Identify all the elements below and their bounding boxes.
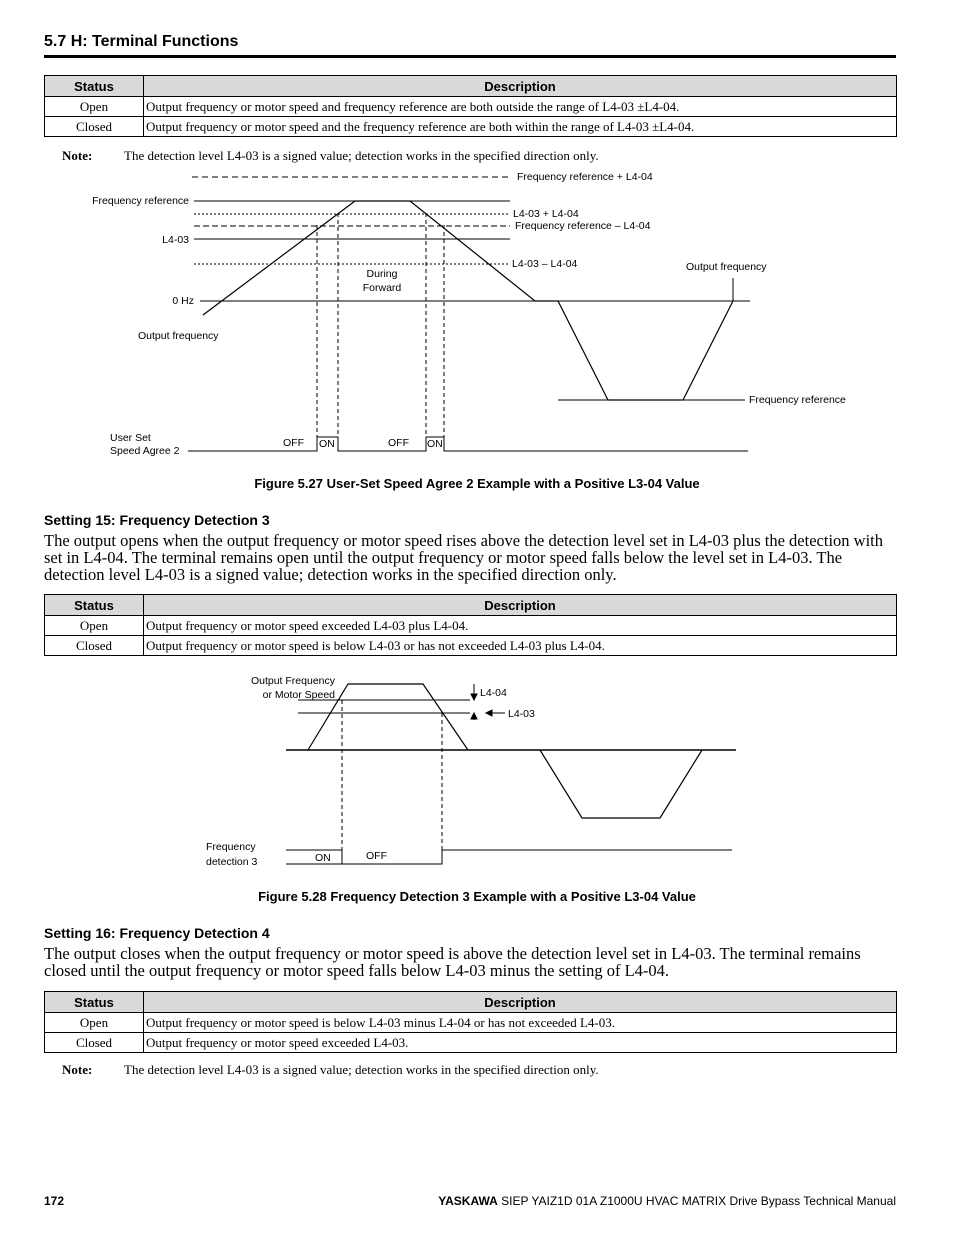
footer-brand: YASKAWA (438, 1194, 498, 1208)
label-l403-minus: L4-03 – L4-04 (512, 258, 578, 270)
table-header-row (45, 992, 897, 1013)
status-table-3 (44, 991, 897, 1053)
label-l404: L4-04 (480, 687, 507, 699)
description-cell: Output frequency or motor speed exceeded L4-03 plus L4-04. (144, 616, 897, 636)
label-l403: L4-03 (162, 234, 189, 246)
description-cell: Output frequency or motor speed is below L4-03 or has not exceeded L4-03 plus L4-04. (144, 636, 897, 656)
column-header-description: Description (144, 595, 897, 616)
status-cell: Open (45, 1013, 144, 1033)
label-motor-speed: or Motor Speed (262, 689, 335, 701)
note-2 (62, 1062, 599, 1078)
label-off-1: OFF (283, 437, 304, 449)
label-on: ON (315, 852, 331, 864)
note-text: The detection level L4-03 is a signed value; detection works in the specified direction only. (124, 148, 599, 163)
label-on-2: ON (427, 438, 443, 450)
figure-5-28-caption: Figure 5.28 Frequency Detection 3 Example with a Positive L3-04 Value (258, 889, 696, 904)
table-row (45, 117, 897, 137)
output-frequency-reverse-curve (540, 750, 702, 818)
table-header-row (45, 595, 897, 616)
note-1 (62, 148, 599, 164)
figure-5-27-caption: Figure 5.27 User-Set Speed Agree 2 Example with a Positive L3-04 Value (254, 476, 700, 491)
label-detection-3: detection 3 (206, 856, 258, 868)
description-cell: Output frequency or motor speed and the frequency reference are both within the range of L4-03 ±L4-04. (144, 117, 897, 137)
page-number: 172 (44, 1194, 65, 1208)
column-header-description: Description (144, 76, 897, 97)
label-freq-ref: Frequency reference (92, 195, 189, 207)
table-row (45, 1033, 897, 1053)
label-output-frequency-left: Output frequency (138, 330, 219, 342)
speed-agree-signal (188, 437, 748, 451)
setting-16-paragraph: The output closes when the output frequency or motor speed is above the detection level set in L4-03. The terminal remains closed until the output frequency or motor speed falls below L4-03 minus the setting of L4-04. (44, 944, 861, 980)
label-during: During (366, 268, 398, 280)
status-cell: Closed (45, 636, 144, 656)
description-cell: Output frequency or motor speed exceeded L4-03. (144, 1033, 897, 1053)
label-forward: Forward (362, 282, 402, 294)
description-cell: Output frequency or motor speed and frequency reference are both outside the range of L4-03 ±L4-04. (144, 97, 897, 117)
label-output-frequency-right: Output frequency (686, 261, 767, 273)
figure-5-28-diagram (0, 670, 954, 875)
status-table-1 (44, 75, 897, 137)
figure-5-27-diagram (0, 165, 954, 465)
arrowhead (471, 694, 477, 700)
note-label: Note: (62, 1062, 93, 1077)
note-label: Note: (62, 148, 93, 163)
table-row (45, 97, 897, 117)
label-freq-ref-right: Frequency reference (749, 394, 846, 406)
column-header-description: Description (144, 992, 897, 1013)
label-freq-ref-plus: Frequency reference + L4-04 (517, 171, 653, 183)
detection-signal (342, 850, 732, 864)
arrowhead (471, 713, 477, 719)
label-user-set: User Set (110, 432, 151, 444)
footer-manual: SIEP YAIZ1D 01A Z1000U HVAC MATRIX Drive Bypass Technical Manual (501, 1194, 896, 1208)
status-cell: Open (45, 616, 144, 636)
section-title: 5.7 H: Terminal Functions (44, 33, 896, 58)
label-l403: L4-03 (508, 708, 535, 720)
note-text: The detection level L4-03 is a signed value; detection works in the specified direction only. (124, 1062, 599, 1077)
status-cell: Closed (45, 1033, 144, 1053)
status-table-2 (44, 594, 897, 656)
table-header-row (45, 76, 897, 97)
footer-manual-title (438, 1194, 896, 1208)
output-frequency-reverse-curve (535, 301, 733, 400)
setting-15-paragraph: The output opens when the output frequency or motor speed rises above the detection level set in L4-03 plus the detection with set in L4-04. The terminal remains open until the output frequency or motor speed falls below the level set in L4-03. The detection level L4-03 is a signed value; detection works in the specified direction only. (44, 531, 883, 584)
description-cell: Output frequency or motor speed is below L4-03 minus L4-04 or has not exceeded L4-03. (144, 1013, 897, 1033)
label-frequency: Frequency (206, 841, 256, 853)
output-frequency-curve (203, 201, 535, 315)
setting-16-title: Setting 16: Frequency Detection 4 (44, 925, 270, 941)
setting-15-title: Setting 15: Frequency Detection 3 (44, 512, 270, 528)
table-row (45, 1013, 897, 1033)
column-header-status: Status (45, 595, 144, 616)
label-on-1: ON (319, 438, 335, 450)
status-cell: Open (45, 97, 144, 117)
label-output-frequency: Output Frequency (250, 675, 335, 687)
label-l403-plus: L4-03 + L4-04 (513, 208, 579, 220)
label-zero-hz: 0 Hz (172, 295, 194, 307)
label-off: OFF (366, 850, 387, 862)
table-row (45, 636, 897, 656)
label-off-2: OFF (388, 437, 409, 449)
column-header-status: Status (45, 992, 144, 1013)
label-freq-ref-minus: Frequency reference – L4-04 (515, 220, 651, 232)
label-speed-agree: Speed Agree 2 (110, 445, 180, 457)
status-cell: Closed (45, 117, 144, 137)
arrowhead (486, 710, 492, 716)
table-row (45, 616, 897, 636)
column-header-status: Status (45, 76, 144, 97)
